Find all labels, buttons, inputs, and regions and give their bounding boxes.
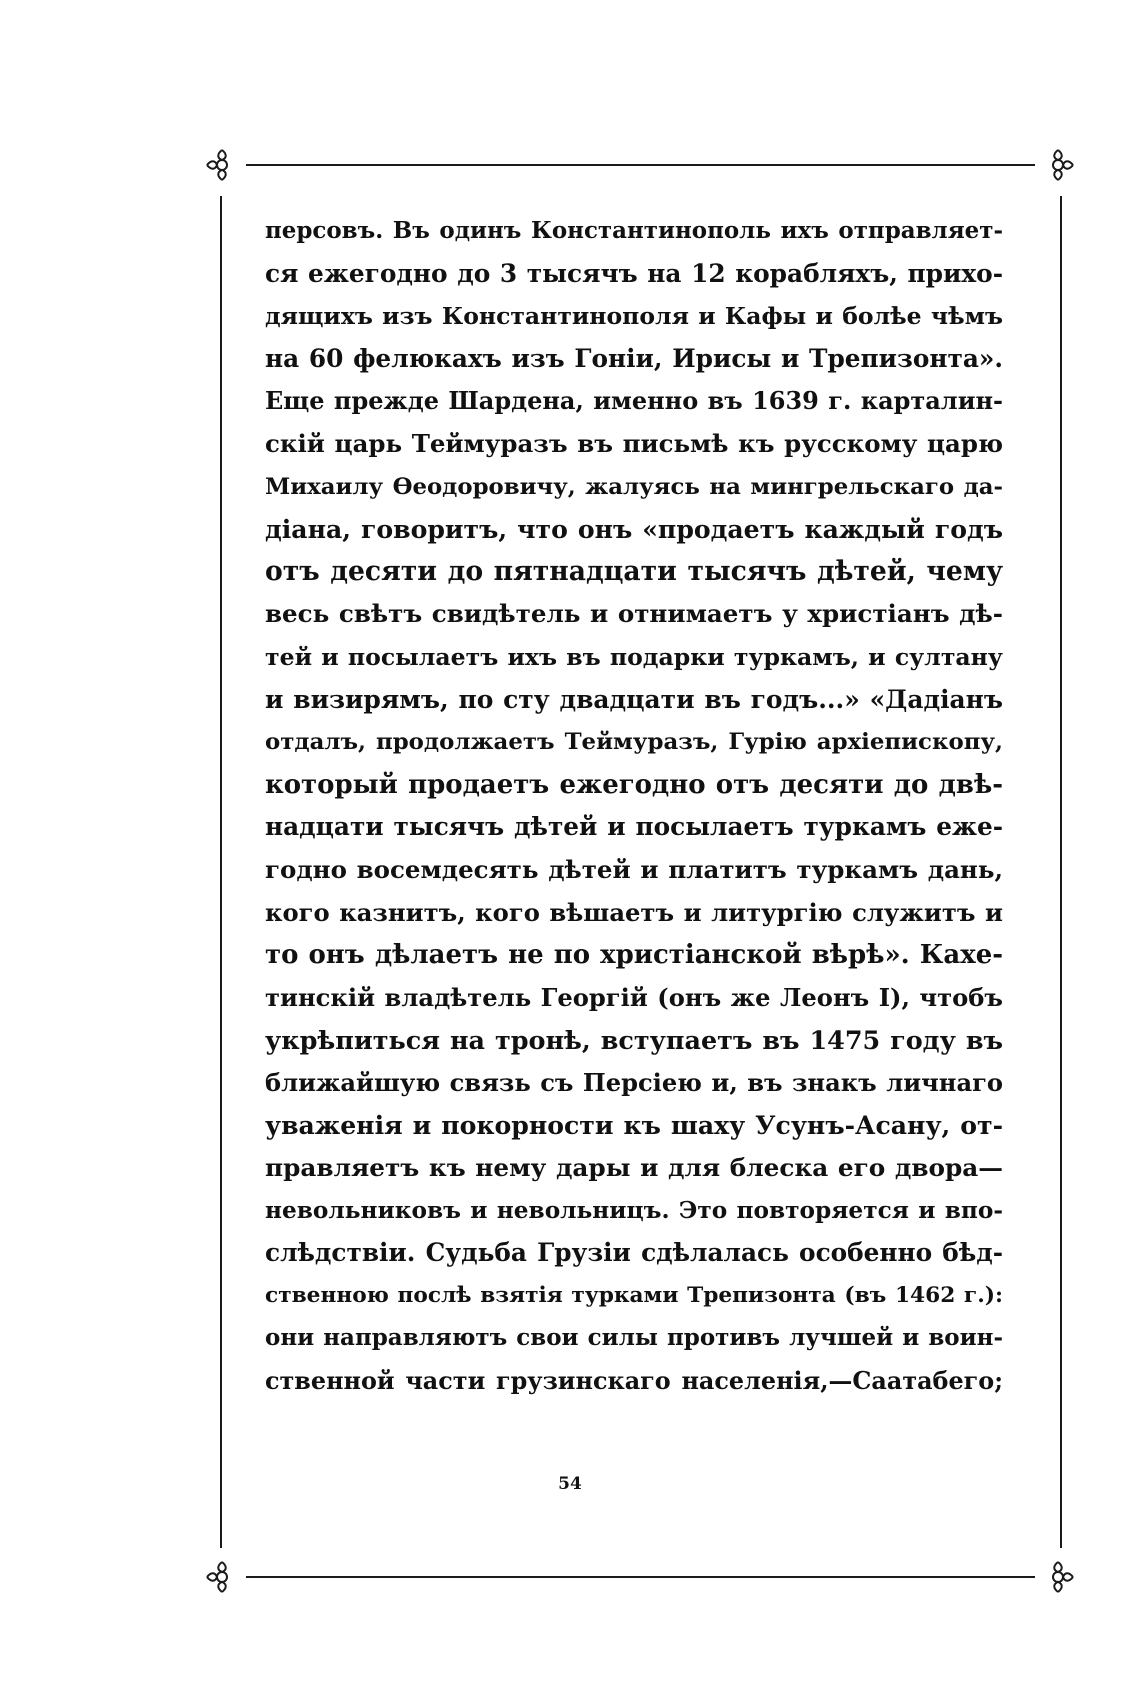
text-line: діана, говоритъ, что онъ «продаетъ каждый годъ	[265, 514, 1003, 545]
text-line: ственною послѣ взятія турками Трепизонта (въ 1462 г.):	[265, 1282, 1003, 1308]
text-line: весь свѣтъ свидѣтель и отнимаетъ у христіанъ дѣ-	[265, 599, 1003, 629]
frame-top-rule	[246, 164, 1035, 166]
text-line: ся ежегодно до 3 тысячъ на 12 корабляхъ, прихо-	[265, 258, 1003, 288]
text-line: который продаетъ ежегодно отъ десяти до двѣ-	[265, 769, 1003, 800]
text-line: то онъ дѣлаетъ не по христіанской вѣрѣ». Кахе-	[265, 940, 1003, 971]
corner-ornament-icon	[205, 148, 239, 182]
text-line: тинскій владѣтель Георгій (онъ же Леонъ I), чтобъ	[265, 982, 1003, 1012]
text-line: укрѣпиться на тронѣ, вступаетъ въ 1475 году въ	[265, 1025, 1003, 1056]
text-line: на 60 фелюкахъ изъ Гоніи, Ирисы и Трепизонта».	[265, 343, 1003, 373]
text-line: скій царь Теймуразъ въ письмѣ къ русскому царю	[265, 428, 1003, 458]
text-line: слѣдствіи. Судьба Грузіи сдѣлалась особенно бѣд-	[265, 1238, 1003, 1268]
text-line: и визирямъ, по сту двадцати въ годъ...» «Дадіанъ	[265, 684, 1003, 714]
text-line: персовъ. Въ одинъ Константинополь ихъ отправляет-	[265, 217, 1003, 244]
text-line: годно восемдесять дѣтей и платитъ туркамъ дань,	[265, 854, 1003, 884]
text-line: отъ десяти до пятнадцати тысячъ дѣтей, чему	[265, 555, 1003, 587]
text-line: отдалъ, продолжаетъ Теймуразъ, Гурію архіепископу,	[265, 729, 1003, 756]
frame-right-rule	[1060, 196, 1062, 1548]
frame-bottom-rule	[246, 1576, 1035, 1578]
text-line: Еще прежде Шардена, именно въ 1639 г. карталин-	[265, 386, 1003, 416]
text-line: кого казнитъ, кого вѣшаетъ и литургію служитъ и	[265, 897, 1003, 927]
text-line: надцати тысячъ дѣтей и посылаетъ туркамъ еже-	[265, 812, 1003, 842]
page-number: 54	[558, 1474, 582, 1494]
text-line: тей и посылаетъ ихъ въ подарки туркамъ, и султану	[265, 642, 1003, 671]
text-line: уваженія и покорности къ шаху Усунъ-Асану, от-	[265, 1110, 1003, 1141]
corner-ornament-icon	[1041, 1560, 1075, 1594]
frame-left-rule	[220, 196, 222, 1548]
body-text	[265, 210, 1003, 1403]
text-line: они направляютъ свои силы противъ лучшей и воин-	[265, 1324, 1003, 1352]
text-line: ближайшую связь съ Персіею и, въ знакъ личнаго	[265, 1067, 1003, 1097]
text-line: правляетъ къ нему дары и для блеска его двора—	[265, 1153, 1003, 1183]
text-line: невольниковъ и невольницъ. Это повторяется и впо-	[265, 1196, 1003, 1224]
text-line: дящихъ изъ Константинополя и Кафы и болѣе чѣмъ	[265, 302, 1003, 331]
corner-ornament-icon	[1041, 148, 1075, 182]
corner-ornament-icon	[205, 1560, 239, 1594]
text-line: ственной части грузинскаго населенія,—Саатабего;	[265, 1367, 1003, 1396]
text-line: Михаилу Ѳеодоровичу, жалуясь на мингрельскаго да-	[265, 473, 1003, 500]
